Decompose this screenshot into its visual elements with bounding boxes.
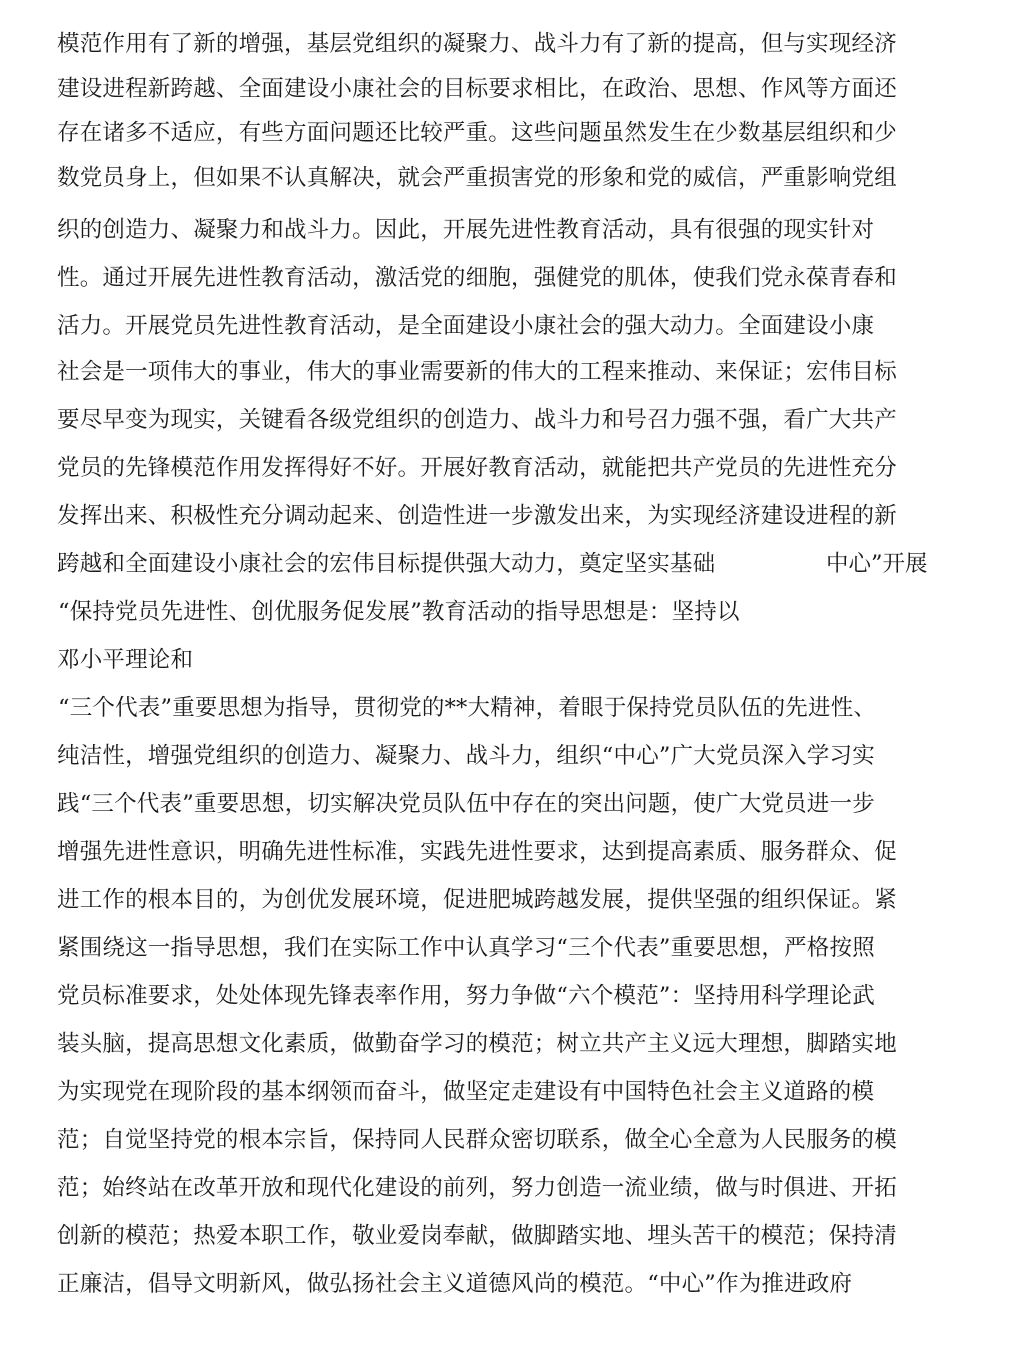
text-line: 党员的先锋模范作用发挥得好不好。开展好教育活动，就能把共产党员的先进性充分: [57, 455, 897, 481]
text-line: 装头脑，提高思想文化素质，做勤奋学习的模范；树立共产主义远大理想，脚踏实地: [57, 1031, 897, 1057]
text-line: 正廉洁，倡导文明新风，做弘扬社会主义道德风尚的模范。“中心”作为推进政府: [57, 1271, 853, 1297]
text-line: 践“三个代表”重要思想，切实解决党员队伍中存在的突出问题，使广大党员进一步: [57, 791, 875, 817]
text-line: 要尽早变为现实，关键看各级党组织的创造力、战斗力和号召力强不强，看广大共产: [57, 407, 897, 433]
text-line: “三个代表”重要思想为指导，贯彻党的**大精神，着眼于保持党员队伍的先进性、: [58, 695, 877, 721]
text-line: 模范作用有了新的增强，基层党组织的凝聚力、战斗力有了新的提高，但与实现经济: [57, 31, 897, 57]
text-line-tail: 中心”开展: [826, 551, 928, 577]
text-line: 建设进程新跨越、全面建设小康社会的目标要求相比，在政治、思想、作风等方面还: [57, 76, 897, 102]
text-line: 邓小平理论和: [57, 647, 194, 673]
text-line: 紧围绕这一指导思想，我们在实际工作中认真学习“三个代表”重要思想，严格按照: [57, 935, 875, 961]
text-line: 发挥出来、积极性充分调动起来、创造性进一步激发出来，为实现经济建设进程的新: [57, 503, 897, 529]
text-line: 增强先进性意识，明确先进性标准，实践先进性要求，达到提高素质、服务群众、促: [57, 839, 897, 865]
text-line: 党员标准要求，处处体现先锋表率作用，努力争做“六个模范”：坚持用科学理论武: [57, 983, 875, 1009]
text-line: 纯洁性，增强党组织的创造力、凝聚力、战斗力，组织“中心”广大党员深入学习实: [57, 743, 875, 769]
text-line: 创新的模范；热爱本职工作，敬业爱岗奉献，做脚踏实地、埋头苦干的模范；保持清: [57, 1223, 897, 1249]
text-line: 社会是一项伟大的事业，伟大的事业需要新的伟大的工程来推动、来保证；宏伟目标: [57, 359, 897, 385]
text-line: 进工作的根本目的，为创优发展环境，促进肥城跨越发展，提供坚强的组织保证。紧: [57, 887, 897, 913]
text-line: 跨越和全面建设小康社会的宏伟目标提供强大动力，奠定坚实基础: [57, 551, 716, 577]
text-line: “保持党员先进性、创优服务促发展”教育活动的指导思想是：坚持以: [58, 599, 740, 625]
text-line: 性。通过开展先进性教育活动，激活党的细胞，强健党的肌体，使我们党永葆青春和: [57, 265, 897, 291]
text-line: 为实现党在现阶段的基本纲领而奋斗，做坚定走建设有中国特色社会主义道路的模: [57, 1079, 875, 1105]
text-line: 活力。开展党员先进性教育活动，是全面建设小康社会的强大动力。全面建设小康: [57, 313, 875, 339]
text-line: 数党员身上，但如果不认真解决，就会严重损害党的形象和党的威信，严重影响党组: [57, 165, 897, 191]
text-line: 织的创造力、凝聚力和战斗力。因此，开展先进性教育活动，具有很强的现实针对: [57, 217, 875, 243]
text-line: 范；始终站在改革开放和现代化建设的前列，努力创造一流业绩，做与时俱进、开拓: [57, 1175, 897, 1201]
text-line: 存在诸多不适应，有些方面问题还比较严重。这些问题虽然发生在少数基层组织和少: [57, 120, 897, 146]
text-line: 范；自觉坚持党的根本宗旨，保持同人民群众密切联系，做全心全意为人民服务的模: [57, 1127, 897, 1153]
